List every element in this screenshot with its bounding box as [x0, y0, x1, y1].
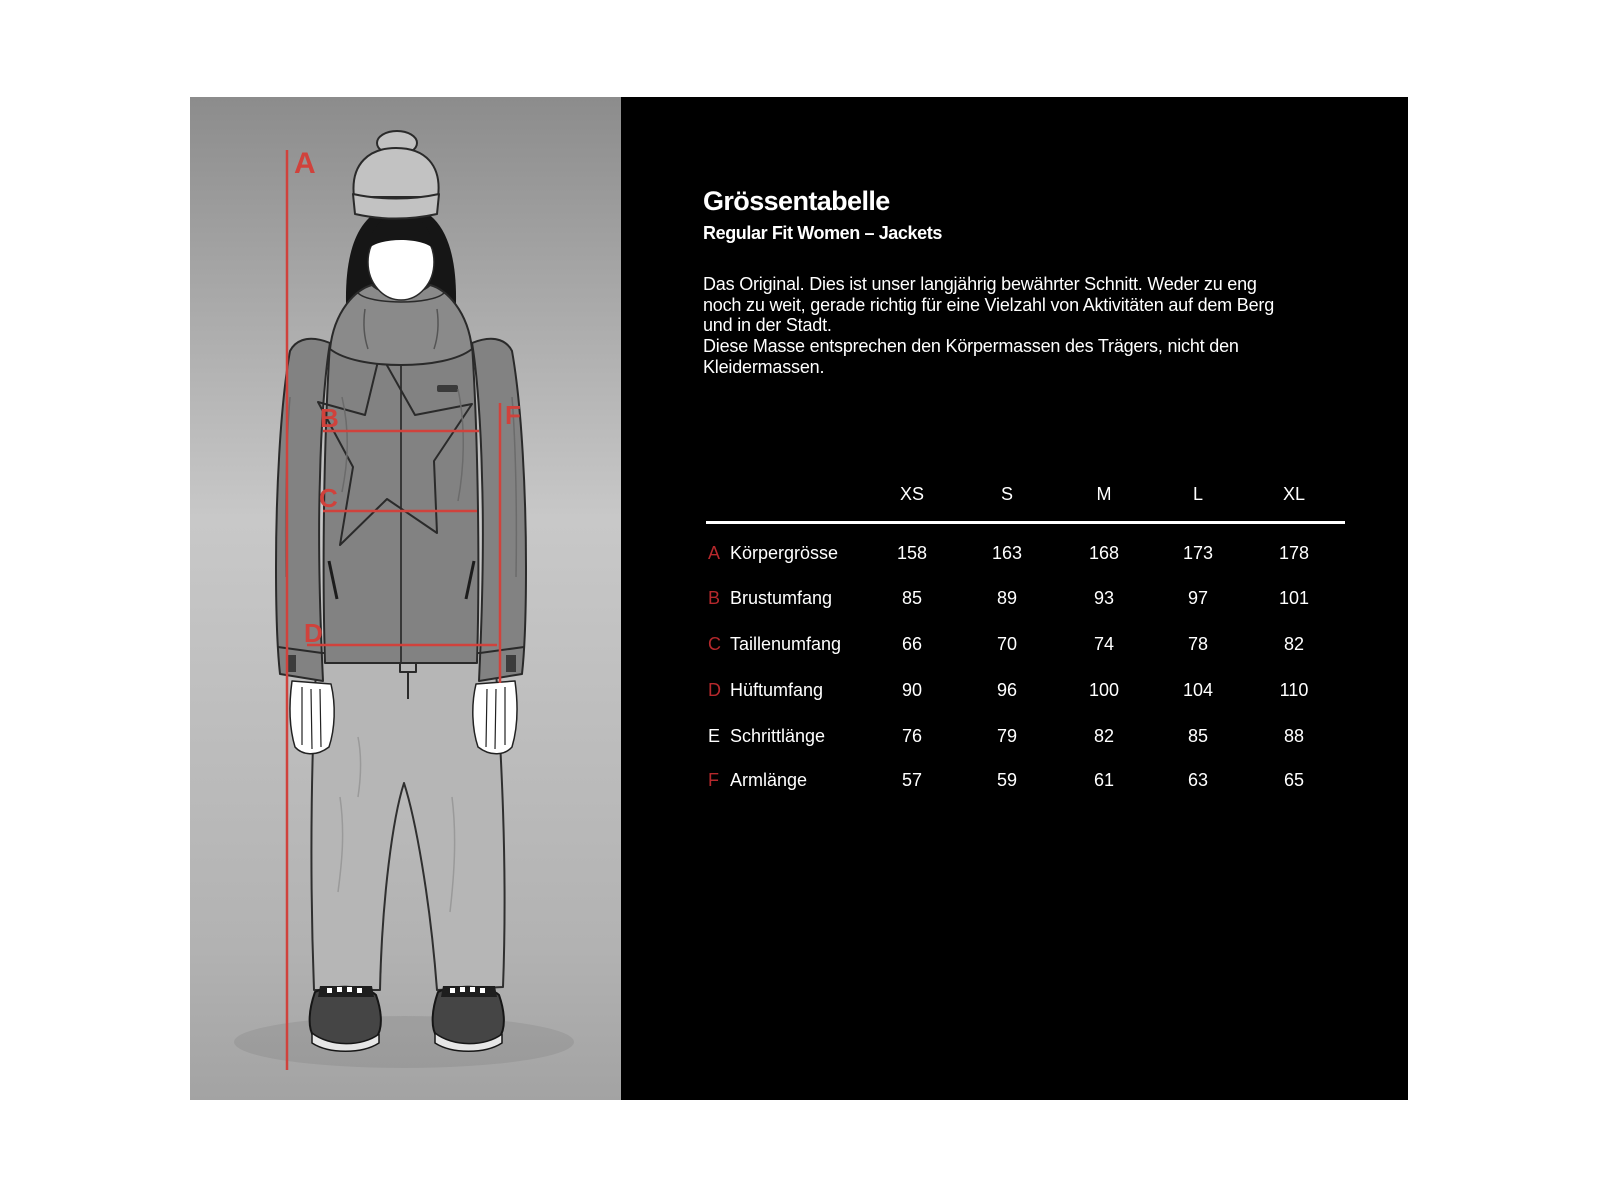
- column-header-xl: XL: [1282, 484, 1306, 504]
- column-header-xs: XS: [899, 484, 924, 504]
- row-value: 173: [1182, 543, 1214, 563]
- marker-A: A: [294, 147, 316, 180]
- row-value: 163: [991, 543, 1023, 563]
- row-value: 96: [996, 680, 1018, 700]
- row-value: 93: [1093, 588, 1115, 608]
- row-value: 85: [901, 588, 923, 608]
- row-value: 74: [1093, 634, 1115, 654]
- row-value: 79: [996, 726, 1018, 746]
- row-letter: D: [708, 680, 721, 700]
- row-letter: B: [708, 588, 721, 608]
- row-value: 110: [1279, 680, 1309, 700]
- floor-shadow: [234, 1016, 574, 1068]
- row-value: 168: [1088, 543, 1120, 563]
- description-line: Das Original. Dies ist unser langjährig bewährter Schnitt. Weder zu eng: [703, 274, 1257, 294]
- row-value: 78: [1187, 634, 1209, 654]
- row-value: 85: [1187, 726, 1209, 746]
- brand-logo: [437, 385, 458, 392]
- row-label: Taillenumfang: [730, 634, 842, 654]
- row-letter: A: [708, 543, 721, 563]
- description-line: und in der Stadt.: [703, 315, 832, 336]
- size-table-header: [706, 482, 1356, 512]
- marker-B: B: [320, 403, 339, 433]
- table-row-schrittlaenge: [706, 724, 1356, 748]
- row-value: 104: [1182, 680, 1214, 700]
- row-value: 90: [901, 680, 923, 700]
- row-value: 76: [901, 726, 923, 746]
- row-label: Brustumfang: [730, 588, 833, 608]
- page-subtitle: Regular Fit Women – Jackets: [703, 223, 942, 243]
- row-value: 178: [1278, 543, 1310, 563]
- fit-description: [703, 274, 1274, 378]
- row-label: Armlänge: [730, 770, 808, 790]
- row-value: 63: [1187, 770, 1209, 790]
- description-line: Kleidermassen.: [703, 356, 825, 377]
- row-value: 82: [1093, 726, 1115, 746]
- column-header-m: M: [1096, 484, 1112, 504]
- marker-F: F: [505, 400, 521, 430]
- table-row-hueftumfang: [706, 678, 1356, 702]
- row-label: Körpergrösse: [730, 543, 839, 563]
- table-row-koerpergroesse: [706, 541, 1356, 565]
- row-letter: F: [708, 770, 719, 790]
- marker-D: D: [304, 618, 323, 648]
- row-label: Schrittlänge: [730, 726, 826, 746]
- table-divider-line: [706, 521, 1345, 524]
- row-value: 57: [901, 770, 923, 790]
- row-label: Hüftumfang: [730, 680, 824, 700]
- row-value: 89: [996, 588, 1018, 608]
- row-value: 97: [1187, 588, 1209, 608]
- row-letter: C: [708, 634, 721, 654]
- mannequin-diagram: [190, 97, 621, 1100]
- row-value: 158: [896, 543, 928, 563]
- jacket-torso: [318, 331, 478, 663]
- row-value: 100: [1088, 680, 1120, 700]
- size-info-panel: [621, 97, 1408, 1100]
- table-row-taillenumfang: [706, 632, 1356, 656]
- row-value: 88: [1283, 726, 1305, 746]
- row-value: 82: [1283, 634, 1305, 654]
- column-header-s: S: [1000, 484, 1013, 504]
- row-value: 59: [996, 770, 1018, 790]
- table-row-armlaenge: [706, 768, 1356, 792]
- measurement-figure-panel: [190, 97, 621, 1100]
- row-value: 61: [1093, 770, 1115, 790]
- row-value: 65: [1283, 770, 1305, 790]
- page-title: Grössentabelle: [703, 186, 890, 216]
- row-value: 101: [1278, 588, 1310, 608]
- row-value: 66: [901, 634, 923, 654]
- description-line: Diese Masse entsprechen den Körpermassen des Trägers, nicht den: [703, 336, 1239, 357]
- table-row-brustumfang: [706, 586, 1356, 610]
- row-letter: E: [708, 726, 721, 746]
- row-value: 70: [996, 634, 1018, 654]
- description-line: noch zu weit, gerade richtig für eine Vielzahl von Aktivitäten auf dem Berg: [703, 294, 1275, 315]
- marker-C: C: [319, 483, 338, 513]
- column-header-l: L: [1192, 484, 1203, 504]
